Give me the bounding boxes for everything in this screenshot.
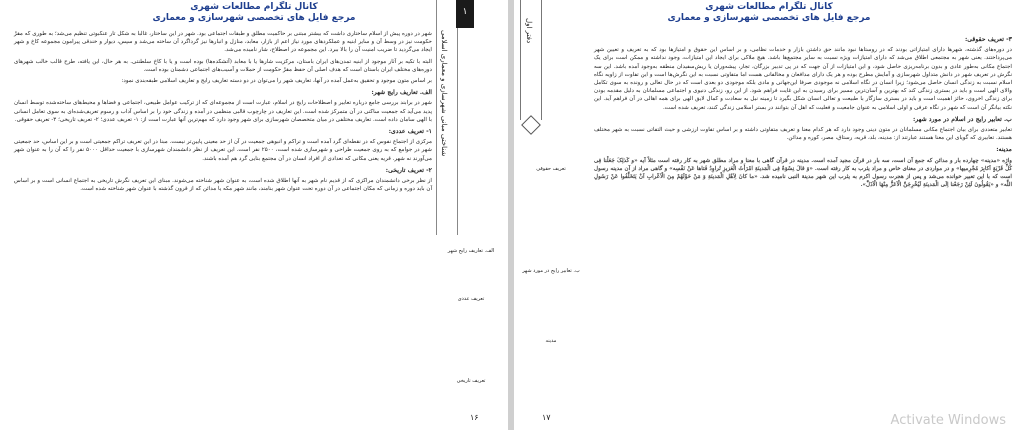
left-page-body: [14, 30, 432, 196]
page-number: ۱۷: [542, 413, 551, 422]
chapter-strip-right: [520, 0, 542, 120]
paragraph: بر اساس متون موجود و تحقیق به‌عمل آمده در آنها، تعاریف شهر را می‌توان در دو دسته تعاریف رایج و تعاریف اسلامی طبقه‌بندی نمود:: [121, 78, 432, 85]
left-margin-notes: [438, 240, 504, 410]
margin-note: تعریف تاریخی: [456, 378, 486, 384]
section-title: مدینه:: [996, 146, 1012, 154]
section-text: در دوره‌های گذشته، شهرها دارای امتیازاتی بودند که در روستاها نبود مانند حق داشتن بازار و خدمات نظامی، و بر اساس این حقوق و امتیازها بود که به تعریف و تعیین شهر می‌پرداختند. یعنی شهر به مجتمعی اطلاق می‌شد که دارای امتیازات ویژه نسبت به سایر مجتمع‌ها باشد. هیچ ملاکی برای ایجاد این امتیازات، وجود نداشته و ممکن است برای یک اجتماع مکانی به‌طور عادی و بدون برنامه‌ریزی حاصل شود، و این امتیازات از آن جهت که در پی تدبیر بزرگان، تجار، پیشه‌وران یا ریش‌سفیدان منطقه به‌وجود آمده باشد. این سه نگرش در تعریف شهر در دانش متداول شهرسازی و آمایش مطرح بوده و هر یک دارای مدافعان و مخالفانی هست اما متفاوتی نسبت به این نگرش‌ها است و این تفاوت از زاویه نگاه اسلام نسبت به زندگی انسان حاصل می‌شود؛ زیرا انسان در نگاه اسلامی نه موجودی صرفا این‌جهانی و مادی بلکه موجودی دو بعدی است که در حال تعالی و رونده به سوی تکامل والای الهی است و باید در بستری زندگی کند که بهترین و آسان‌ترین مسیر برای رسیدن به این غایت فراهم شود. از این رو، زندگی دنیوی و اجتماعی مسلمانان به دلیل مقدمه بودن برای زندگی اخروی، حائز اهمیت است و باید در بستری سازگار با طبیعت و تعالی انسان شکل بگیرد تا زمینه نیل به سعادت و کمال لایق الهی برای همه اهالی در آن فراهم آید. این نکته بیانگر آن است که شهر در نگاه عرفی و اولی اسلامی به عنوان جامعیت و فعلیت که اهل آن بتوانند در بستر اسلامی زندگی کنند، تعریف شده است.: [594, 47, 1012, 111]
right-margin-notes: [516, 160, 586, 360]
section-text: تعابیر متعددی برای بیان اجتماع مکانی مسلمانان در متون دینی وجود دارد که هر کدام معنا و تعریف متفاوتی داشته و بر اساس تفاوت ارزشی و حیث التفاتی نسبت به شهر مختلف هستند. تعابیری که گویای این معنا هستند عبارتند از: مدینه، بلد، قریه، رستاق، مصر، کوره و مدائن.: [594, 127, 1012, 142]
margin-note: ب. تعابیر رایج در مورد شهر: [522, 268, 580, 274]
section-title: ۲- تعریف تاریخی:: [385, 166, 432, 174]
section-text: شهر در برابند بررسی جامع درباره تعابیر و اصطلاحات رایج در اسلام، عبارت است از مجموعه‌ای که از ترکیب عوامل طبیعی، اجتماعی و فضاها و محیط‌های ساخته‌شده توسط انسان پدید می‌آید که جمعیت ساکنی در آن متمرکز شده است. این تعاریف در چارچوب قالبی منظمی در آمده و زندگی خود را بر اساس آداب و رسوم تعریف‌شده‌ای به سوی تعامل انسانی با الهی سامان داده است. تعاریف مختلفی در میان متخصصان شهرسازی برای شهر وجود دارد که مهم‌ترین آنها عبارت است از: ۱- تعریف عددی؛ ۲- تعریف تاریخی؛ ۳- تعریف حقوقی.: [14, 100, 432, 123]
margin-note: الف. تعاریف رایج شهر: [447, 248, 495, 254]
left-page-header: [0, 2, 508, 24]
paragraph: البته با تکیه بر آثار موجود از ابنیه تمدن‌های ایران باستان، مرکزیت شارها یا با معابد (آتشکده‌ها) بوده است و یا با کاخ سلطنتی. به هر حال، این یافته، طرح قالب خالب شهرهای دوره‌های مختلف ایران باستان است که هدف اصلی آن حفظ مقرّ حکومت از حملات و آسیب‌های اجتماعی دشمنان بوده است.: [14, 58, 432, 73]
margin-note: تعریف عددی: [457, 296, 485, 302]
section-text: واژه «مدینه» چهارده بار و مدائن که جمع آن است، سه بار در قرآن مجید آمده است. مدینه در قرآن گاهی با معنا و مراد مطلق شهر به کار رفته است مثلاً آیه «و کَذلِکَ جَعَلْنا فِی کُلِّ قَرْیَةٍ اَکابِرَ مُجْرِمیها» و در مواردی در معنای خاص و مراد یثرب به کار رفته است. «وَ قالَ نِسْوَةٌ فِی الْمَدینَةِ امْرَأَتُ الْعَزیزِ تُراوِدُ فَتاها عَنْ نَفْسِه» و گاهی مراد از آن مدینه رسول است که با این تعبیر خوانده می‌شد و پس از هجرت رسول اکرم به یثرب این شهر مدینة النبی نامیده شد. «ما کانَ لِاَهْلِ الْمَدینَةِ وَ مَنْ حَوْلَهُمْ مِنَ الْاَعْرابِ اَنْ یَتَخَلَّفُوا عَنْ رَسُولِ اللَّه» و «یَقُولُونَ لَئِنْ رَجَعْنا اِلَی الْمَدینَةِ لَیُخْرِجَنَّ الْاَعَزُّ مِنْهَا الْاَذَلَّ».: [594, 157, 1012, 189]
margin-note: مدینه: [545, 338, 557, 344]
paragraph: شهر در دوره پیش از اسلام ساختاری داشت که بیشتر مبتنی بر حاکمیت مطلق و طبقات اجتماعی بود. شهر در این ساختار، غالبا به شکل تار عنکبوتی تنظیم می‌شد؛ به طوری که مقرّ حکومت نیز در وسط آن و سایر ابنیه و عملکردهای مورد نیاز اعم از بازار، معابد، منازل و انبارها نیز گرداگرد آن ساخته می‌شد و سپس، دیوار و خندقی پیرامون مجموعه کاخ و شهر ایجاد می‌گردید تا ضریب امنیت آن را بالا ببرد. این مجموعه در اصطلاح، شار نامیده می‌شد.: [14, 31, 432, 54]
right-page-body: [594, 32, 1012, 192]
chapter-strip: [436, 0, 458, 235]
page-number: ۱۶: [470, 413, 479, 422]
margin-note: تعریف حقوقی: [536, 166, 566, 172]
section-title: ۱- تعریف عددی:: [388, 128, 432, 136]
left-page: [0, 0, 508, 430]
header-channel-title: کانال تلگرام مطالعات شهری: [705, 2, 833, 12]
section-text: مرکزی از اجتماع نفوس که در نقطه‌ای گرد آمده است و تراکم و انبوهی جمعیت در آن از حد معینی پایین‌تر نیست. مبنا در این تعریف تراکم جمعیتی است و بر این اساس، حد جمعیتی شهر در جوامع که به روی جمعیت طراحی و شهرسازی شده است، ۲۵۰۰ نفر است. این تعریف از نظر دانشمندان شهرسازی با جمعیت حداقل ۵۰۰۰ نفر را که آن را به عنوان شهر می‌آورند نه شهر. قریه یعنی مکانی که تعدادی از افراد انسان در آن مجتمع بنایی گرد هم آمده باشند.: [14, 139, 432, 162]
activate-windows-watermark: Activate Windows: [890, 413, 1006, 428]
right-page-header: [514, 2, 1024, 24]
right-page: [514, 0, 1024, 430]
chapter-strip-title: دفتر اول: [525, 18, 533, 44]
section-title: ب. تعابیر رایج در اسلام در مورد شهر:: [913, 115, 1012, 123]
header-subtitle: مرجع فایل های تخصصی شهرسازی و معماری: [667, 13, 871, 23]
chapter-strip-title: شناختی مبانی شهرسازی و معماری اسلامی: [440, 30, 448, 157]
header-subtitle: مرجع فایل های تخصصی شهرسازی و معماری: [152, 13, 356, 23]
section-title: ۳- تعریف حقوقی:: [964, 36, 1012, 43]
section-title: الف. تعاریف رایج شهر:: [371, 89, 432, 97]
header-channel-title: کانال تلگرام مطالعات شهری: [190, 2, 318, 12]
section-text: از نظر برخی دانشمندان مراکزی که از قدیم نام شهر به آنها اطلاق شده است، به عنوان شهر شناخته می‌شوند. مبنای این تعریف نگرش تاریخی به اجتماع انسانی است و بر اساس آن باید دوره و زمانی که مکان اجتماعی در آن دوره تحت عنوان شهر بنامند، مانند شهر مکه یا مدائن که از قرون گذشته با عنوان شهر شناخته شده است.: [14, 178, 432, 193]
chapter-tab: ۱: [456, 0, 474, 28]
